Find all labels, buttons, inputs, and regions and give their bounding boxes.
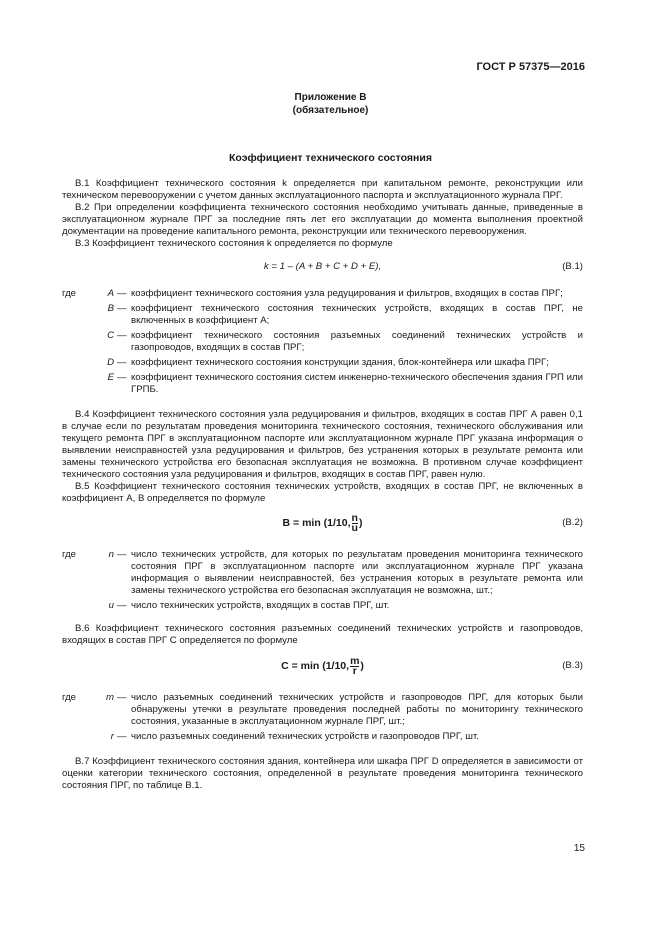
appendix-status: (обязательное): [292, 105, 369, 116]
where-label: [62, 600, 86, 612]
formula-b3-denominator: r: [350, 666, 359, 676]
where-label: [62, 330, 86, 354]
formula-b2-expression: [62, 514, 583, 533]
definition-symbol: n: [108, 549, 114, 560]
definition-dash: —: [117, 372, 127, 383]
formula-b3-rhs: ): [360, 660, 364, 673]
definition-item: [62, 330, 583, 354]
page-number: 15: [573, 843, 585, 854]
formula-b3-number: (В.3): [562, 660, 583, 671]
section-title: Коэффициент технического состояния: [229, 152, 432, 164]
definition-dash: —: [117, 303, 127, 314]
formula-b2-rhs: ): [358, 517, 363, 530]
definition-item: [62, 372, 583, 396]
definition-text: число технических устройств, входящих в состав ПРГ, шт.: [131, 600, 390, 611]
definition-item: [62, 600, 583, 612]
definition-symbol: u: [108, 600, 114, 611]
definitions-b2: [62, 549, 583, 615]
formula-b2-denominator: u: [351, 522, 358, 534]
definition-dash: —: [117, 549, 127, 560]
definition-dash: —: [117, 692, 127, 703]
formula-b3-fraction: [350, 657, 359, 676]
paragraph-b6: В.6 Коэффициент технического состояния разъемных соединений технических устройств и газопроводов, входящих в состав ПРГ С определяется по формуле: [62, 623, 583, 646]
definition-symbol: C: [107, 330, 114, 341]
formula-b1: [62, 261, 583, 275]
definition-item: [62, 357, 583, 369]
paragraph-b6-block: [62, 623, 583, 647]
formula-b1-number: (В.1): [562, 261, 583, 272]
formula-b2-lhs: B = min (1/10,: [282, 517, 351, 530]
paragraph-b7-block: [62, 756, 583, 792]
definitions-b1: [62, 288, 583, 399]
definition-dash: —: [117, 731, 127, 742]
definition-symbol: r: [110, 731, 114, 742]
definition-text: коэффициент технического состояния технических устройств, входящих в состав ПРГ, не включенных в коэффициент А;: [131, 303, 583, 326]
paragraphs-b1-b3: [62, 178, 583, 250]
paragraph-b4: В.4 Коэффициент технического состояния узла редуцирования и фильтров, входящих в состав ПРГ А равен 0,1 в случае если по результатам проведения мониторинга технического состояния, технического обслуживания или текущего ремонта ПРГ в эксплуатационном паспорте или эксплуатационном журнале ПРГ указана информация о выявлении неисправностей узла редуцирования и фильтров, без устранения которых в результате ремонта или замены технического устройства его безопасная эксплуатация не возможна. В противном случае коэффициент технического состояния узла редуцирования и фильтров, входящих в состав ПРГ, равен нулю.: [62, 409, 583, 480]
where-label: где: [62, 692, 77, 703]
where-label: [62, 357, 86, 369]
where-label: [62, 731, 86, 743]
definition-text: коэффициент технического состояния разъемных соединений технических устройств и газопроводов, входящих в состав ПРГ;: [131, 330, 583, 353]
paragraph-b7: В.7 Коэффициент технического состояния здания, контейнера или шкафа ПРГ D определяется в зависимости от оценки категории технического состояния, определенной в результате проведения мониторинга технического состояния ПРГ, по таблице В.1.: [62, 756, 583, 791]
paragraphs-b4-b5: [62, 409, 583, 505]
appendix-title: Приложение В: [294, 92, 367, 103]
definition-dash: —: [117, 600, 127, 611]
paragraph-b1: В.1 Коэффициент технического состояния k определяется при капитальном ремонте, реконструкции или техническом перевооружении с учетом данных эксплуатационного паспорта и эксплуатационного журнала ПРГ.: [62, 178, 583, 201]
definition-text: коэффициент технического состояния узла редуцирования и фильтров, входящих в состав ПРГ;: [131, 288, 563, 299]
paragraph-b2: В.2 При определении коэффициента технического состояния необходимо учитывать данные, приведенные в эксплуатационном журнале ПРГ за последние пять лет его эксплуатации до момента выполнения проектной документации на проведение капитального ремонта, реконструкции или технического перевооружения.: [62, 202, 583, 237]
definition-text: число технических устройств, для которых по результатам проведения мониторинга технического состояния ПРГ в эксплуатационном паспорте или эксплуатационном журнале ПРГ указана информация о выявлении неисправностей, без устранения которых в результате ремонта или замены технического устройства его безопасная эксплуатация не возможна, шт.;: [131, 549, 583, 596]
definition-dash: —: [117, 288, 127, 299]
definition-dash: —: [117, 330, 127, 341]
definition-text: число разъемных соединений технических устройств и газопроводов ПРГ, для которых были обнаружены утечки в результате проведения последней работы по мониторингу технического состояния, указанные в эксплуатационном журнале ПРГ, шт.;: [131, 692, 583, 727]
standard-designation: ГОСТ Р 57375—2016: [476, 61, 585, 73]
definition-item: [62, 731, 583, 743]
definition-item: [62, 549, 583, 597]
where-label: где: [62, 549, 77, 560]
where-label: где: [62, 288, 77, 299]
definition-symbol: E: [107, 372, 114, 383]
appendix-heading: [0, 91, 661, 117]
definition-item: [62, 692, 583, 728]
formula-b3: [62, 657, 583, 679]
where-label: [62, 303, 86, 327]
where-label: [62, 372, 86, 396]
formula-b1-expression: k = 1 – (A + B + C + D + E),: [263, 261, 382, 272]
definition-text: число разъемных соединений технических устройств и газопроводов ПРГ, шт.: [131, 731, 479, 742]
formula-b2: [62, 514, 583, 536]
paragraph-b5: В.5 Коэффициент технического состояния технических устройств, входящих в состав ПРГ, не включенных в коэффициент А, В определяется по формуле: [62, 481, 583, 504]
definition-dash: —: [117, 357, 127, 368]
definitions-b3: [62, 692, 583, 746]
definition-symbol: D: [107, 357, 114, 368]
definition-symbol: A: [107, 288, 114, 299]
paragraph-b3: В.3 Коэффициент технического состояния k определяется по формуле: [75, 238, 393, 249]
formula-b2-numerator: n: [351, 512, 358, 524]
definition-item: [62, 303, 583, 327]
formula-b2-fraction: [352, 514, 358, 533]
formula-b3-lhs: C = min (1/10,: [281, 660, 350, 673]
definition-item: [62, 288, 583, 300]
formula-b3-expression: [62, 657, 583, 676]
definition-symbol: m: [106, 692, 114, 703]
definition-text: коэффициент технического состояния конструкции здания, блок-контейнера или шкафа ПРГ;: [131, 357, 549, 368]
definition-text: коэффициент технического состояния систем инженерно-технического обеспечения здания ГРП или ГРПБ.: [131, 372, 583, 395]
formula-b2-number: (В.2): [562, 517, 583, 528]
definition-symbol: B: [107, 303, 114, 314]
formula-b3-numerator: m: [350, 655, 360, 667]
